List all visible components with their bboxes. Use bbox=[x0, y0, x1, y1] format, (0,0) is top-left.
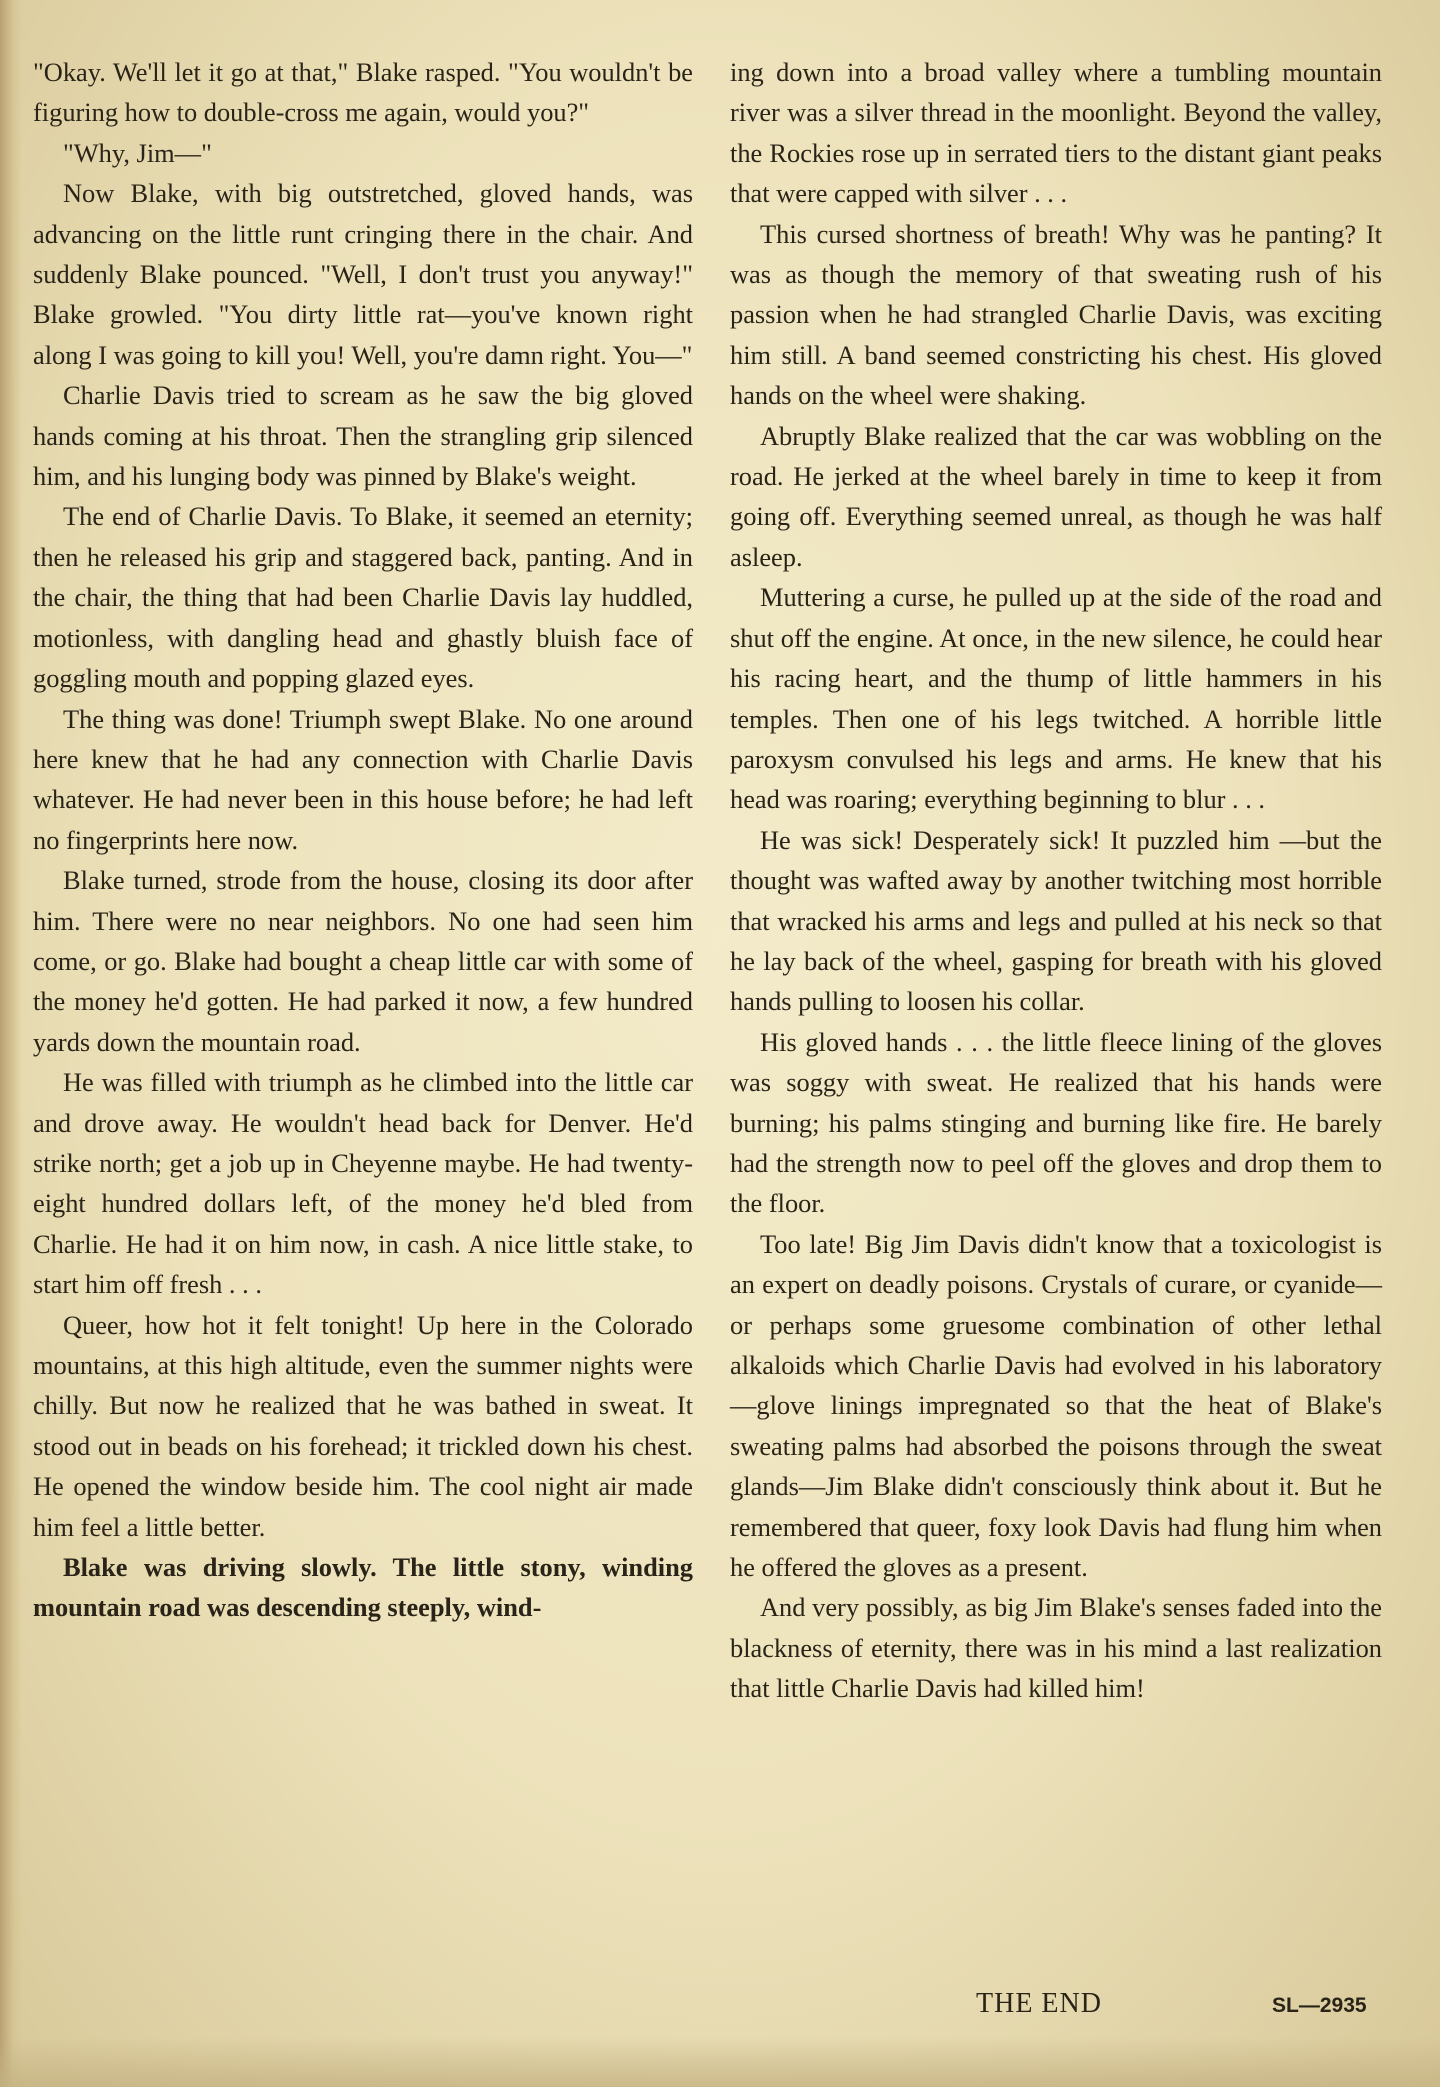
paragraph: And very possibly, as big Jim Blake's senses faded into the blackness of eternity, there was in his mind a last realization that little Charlie Davis had killed him! bbox=[730, 1592, 1382, 1704]
paragraph: The thing was done! Triumph swept Blake. No one around here knew that he had any connection with Charlie Davis whatever. He had never been in this house before; he had left no fingerprints here now. bbox=[33, 703, 693, 855]
paragraph: ing down into a broad valley where a tumbling mountain river was a silver thread in the moonlight. Beyond the valley, the Rockies rose up in serrated tiers to the distant giant peaks that were capped with silver . . . bbox=[730, 57, 1382, 209]
the-end-label: THE END bbox=[976, 1988, 1102, 2019]
paragraph: This cursed shortness of breath! Why was he panting? It was as though the memory of that sweating rush of his passion when he had strangled Charlie Davis, was exciting him still. A band seemed constricting his chest. His gloved hands on the wheel were shaking. bbox=[730, 218, 1382, 411]
paragraph: Blake was driving slowly. The little stony, winding mountain road was descending steeply, wind- bbox=[33, 1552, 693, 1623]
paragraph: Now Blake, with big outstretched, gloved hands, was advancing on the little runt cringing there in the chair. And suddenly Blake pounced. "Well, I don't trust you anyway!" Blake growled. "You dirty little rat—you've known right along I was going to kill you! Well, you're damn right. You—" bbox=[33, 178, 693, 370]
page-binding-edge bbox=[0, 0, 22, 2087]
paragraph: Too late! Big Jim Davis didn't know that a toxicologist is an expert on deadly poisons. Crystals of curare, or cyanide—or perhaps some gruesome combination of other lethal alkaloids which Charlie Davis had evolved in his laboratory —glove linings impregnated so that the heat of Blake's sweating palms had absorbed the poisons through the sweat glands—Jim Blake didn't consciously think about it. But he remembered that queer, foxy look Davis had flung him when he offered the gloves as a present. bbox=[730, 1228, 1382, 1583]
paragraph: Muttering a curse, he pulled up at the side of the road and shut off the engine. At once, in the new silence, he could hear his racing heart, and the thump of little hammers in his temples. Then one of his legs twitched. A horrible little paroxysm convulsed his legs and arms. He knew that his head was roaring; everything beginning to blur . . . bbox=[730, 582, 1382, 815]
page-bottom-shadow bbox=[0, 2037, 1440, 2087]
paragraph: "Why, Jim—" bbox=[63, 137, 212, 168]
paragraph: Queer, how hot it felt tonight! Up here in the Colorado mountains, at this high altitude, even the summer nights were chilly. But now he realized that he was bathed in sweat. It stood out in beads on his forehead; it trickled down his chest. He opened the window beside him. The cool night air made him feel a little better. bbox=[33, 1309, 693, 1542]
left-text-column bbox=[33, 52, 693, 1628]
paragraph: Charlie Davis tried to scream as he saw the big gloved hands coming at his throat. Then the strangling grip silenced him, and his lunging body was pinned by Blake's weight. bbox=[33, 380, 693, 492]
paragraph: The end of Charlie Davis. To Blake, it seemed an eternity; then he released his grip and staggered back, panting. And in the chair, the thing that had been Charlie Davis lay huddled, motionless, with dangling head and ghastly bluish face of goggling mouth and popping glazed eyes. bbox=[33, 501, 693, 694]
paragraph: "Okay. We'll let it go at that," Blake rasped. "You wouldn't be figuring how to double-cross me again, would you?" bbox=[33, 57, 693, 128]
paragraph: His gloved hands . . . the little fleece lining of the gloves was soggy with sweat. He realized that his hands were burning; his palms stinging and burning like fire. He barely had the strength now to peel off the gloves and drop them to the floor. bbox=[730, 1026, 1382, 1219]
story-code: SL—2935 bbox=[1272, 1994, 1367, 2017]
right-text-column bbox=[730, 52, 1382, 1709]
paragraph: Abruptly Blake realized that the car was wobbling on the road. He jerked at the wheel barely in time to keep it from going off. Everything seemed unreal, as though he was half asleep. bbox=[730, 420, 1382, 572]
paragraph: He was filled with triumph as he climbed into the little car and drove away. He wouldn't head back for Denver. He'd strike north; get a job up in Cheyenne maybe. He had twenty-eight hundred dollars left, of the money he'd bled from Charlie. He had it on him now, in cash. A nice little stake, to start him off fresh . . . bbox=[33, 1067, 693, 1300]
paragraph: Blake turned, strode from the house, closing its door after him. There were no near neighbors. No one had seen him come, or go. Blake had bought a cheap little car with some of the money he'd gotten. He had parked it now, a few hundred yards down the mountain road. bbox=[33, 865, 693, 1057]
paragraph: He was sick! Desperately sick! It puzzled him —but the thought was wafted away by another twitching most horrible that wracked his arms and legs and pulled at his neck so that he lay back of the wheel, gasping for breath with his gloved hands pulling to loosen his collar. bbox=[730, 824, 1382, 1017]
